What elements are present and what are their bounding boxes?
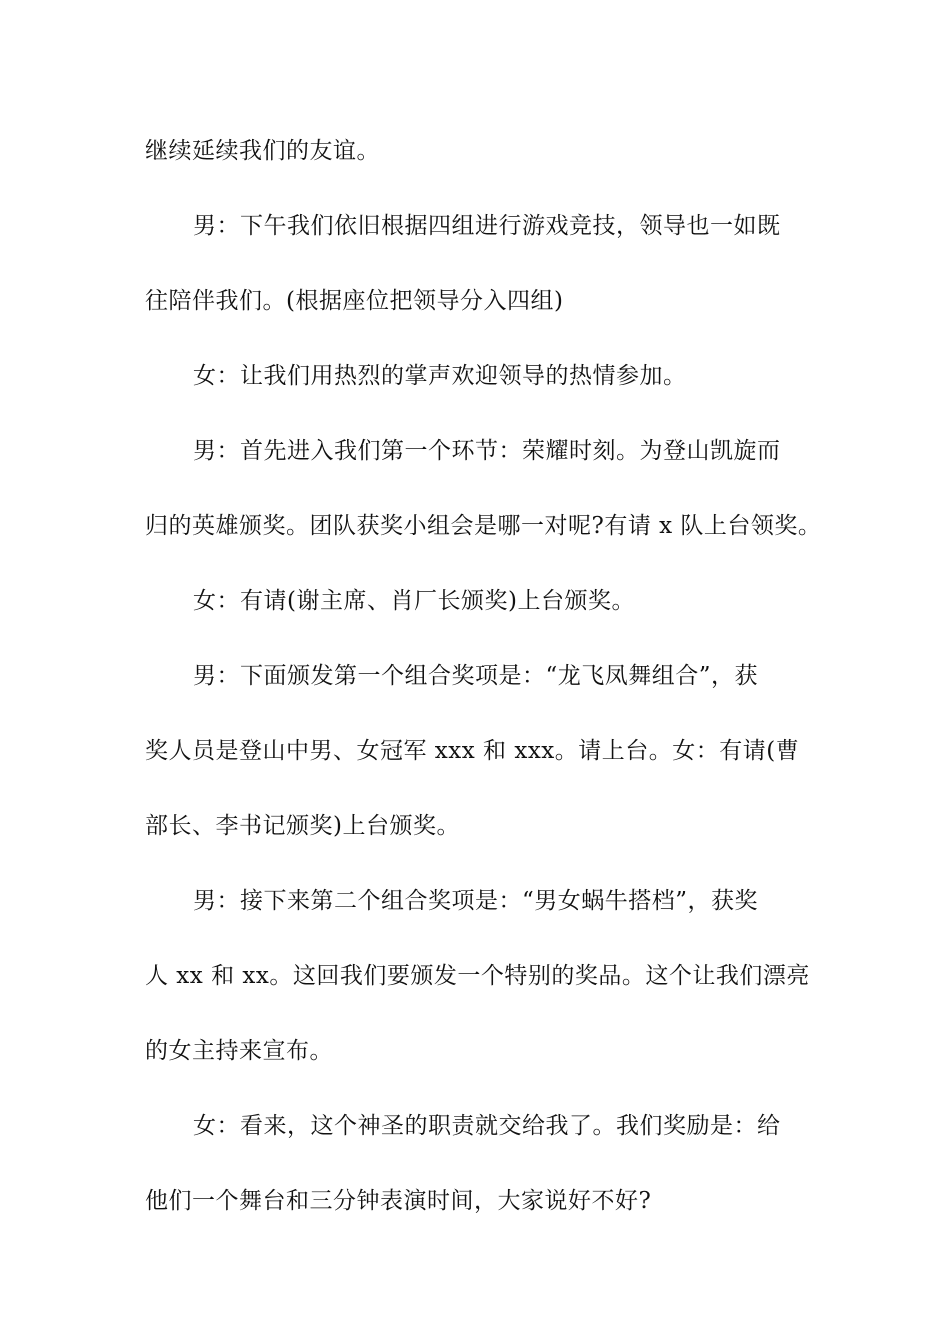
paragraph-line: 归的英雄颁奖。团队获奖小组会是哪一对呢?有请 x 队上台领奖。	[145, 513, 822, 539]
paragraph-line: 男：首先进入我们第一个环节：荣耀时刻。为登山凯旋而	[193, 438, 781, 464]
paragraph-line: 往陪伴我们。(根据座位把领导分入四组)	[145, 288, 564, 314]
paragraph-line: 男：接下来第二个组合奖项是：“男女蜗牛搭档”，获奖	[193, 888, 759, 914]
paragraph-line: 继续延续我们的友谊。	[145, 138, 380, 164]
paragraph-line: 奖人员是登山中男、女冠军 xxx 和 xxx。请上台。女：有请(曹	[145, 738, 800, 764]
paragraph-line: 女：让我们用热烈的掌声欢迎领导的热情参加。	[193, 363, 687, 389]
paragraph-line: 的女主持来宣布。	[145, 1038, 333, 1064]
paragraph-line: 男：下午我们依旧根据四组进行游戏竞技，领导也一如既	[193, 213, 781, 239]
paragraph-line: 女：看来，这个神圣的职责就交给我了。我们奖励是：给	[193, 1113, 781, 1139]
paragraph-line: 人 xx 和 xx。这回我们要颁发一个特别的奖品。这个让我们漂亮	[145, 963, 810, 989]
document-body	[145, 114, 822, 1239]
paragraph-line: 男：下面颁发第一个组合奖项是：“龙飞凤舞组合”，获	[193, 663, 759, 689]
paragraph-line: 女：有请(谢主席、肖厂长颁奖)上台颁奖。	[193, 588, 635, 614]
paragraph-line: 他们一个舞台和三分钟表演时间，大家说好不好?	[145, 1188, 652, 1214]
paragraph-line: 部长、李书记颁奖)上台颁奖。	[145, 813, 460, 839]
